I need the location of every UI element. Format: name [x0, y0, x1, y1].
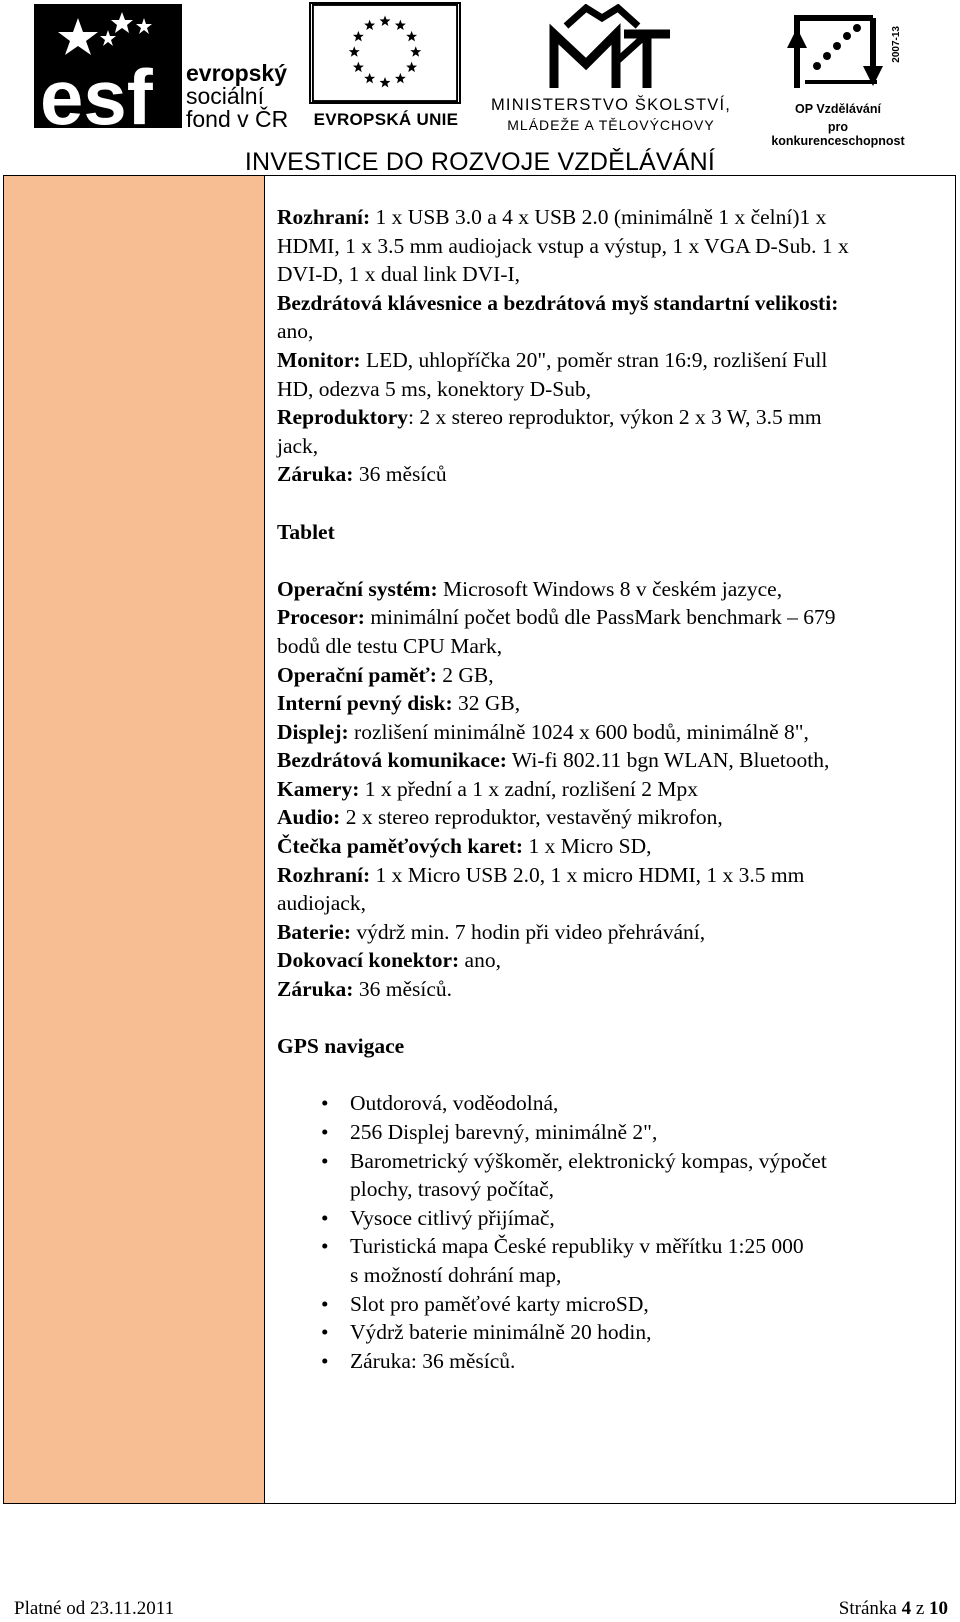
header-logos — [0, 0, 960, 185]
bullet-icon: • — [321, 1291, 329, 1316]
bullet-icon: • — [321, 1234, 329, 1259]
spec-label: Čtečka paměťových karet: — [277, 834, 524, 859]
op-line1: OP Vzdělávání — [795, 102, 881, 116]
eu-logo — [309, 2, 463, 130]
pc-spec-line — [277, 403, 947, 432]
spec-value: LED, uhlopříčka 20", poměr stran 16:9, rozlišení Full — [360, 347, 828, 372]
tablet-spec-line — [277, 603, 947, 632]
spec-value: Wi-fi 802.11 bgn WLAN, Bluetooth, — [506, 748, 830, 773]
bullet-icon: • — [321, 1120, 329, 1144]
gps-item-text: Slot pro paměťové karty microSD, — [350, 1291, 649, 1316]
spec-value: audiojack, — [277, 891, 366, 916]
gps-item-text: plochy, trasový počítač, — [350, 1177, 554, 1202]
tablet-spec-line — [277, 775, 947, 804]
msmt-line2: MLÁDEŽE A TĚLOVÝCHOVY — [507, 117, 715, 133]
bullet-icon: • — [321, 1320, 329, 1345]
spec-label: Baterie: — [277, 919, 352, 944]
gps-heading: GPS navigace — [277, 1034, 405, 1059]
tablet-spec-line — [277, 689, 947, 718]
footer-valid-from: Platné od 23.11.2011 — [14, 1598, 175, 1619]
spec-value: 2 GB, — [436, 662, 494, 687]
op-arrow-icon — [787, 6, 887, 96]
spec-label: Operační systém: — [277, 576, 438, 601]
tablet-spec-list — [277, 575, 947, 1004]
gps-list-item — [277, 1347, 947, 1376]
pc-spec-line — [277, 260, 947, 289]
tagline: INVESTICE DO ROZVOJE VZDĚLÁVÁNÍ — [244, 148, 716, 176]
table-left-column — [4, 176, 265, 1503]
tablet-spec-line — [277, 946, 947, 975]
eu-label: EVROPSKÁ UNIE — [313, 110, 459, 129]
gps-bullet-list — [277, 1089, 947, 1375]
spec-value: 32 GB, — [452, 691, 521, 716]
spec-label: Reproduktory — [277, 405, 409, 430]
spec-label: Procesor: — [277, 605, 365, 630]
pc-spec-list — [277, 203, 947, 489]
op-logo — [771, 6, 923, 148]
eu-flag-icon — [309, 2, 461, 104]
table-content-cell — [277, 203, 947, 1375]
spec-label: Interní pevný disk: — [277, 691, 453, 716]
tablet-spec-line — [277, 889, 947, 918]
tablet-spec-line — [277, 918, 947, 947]
pc-spec-line — [277, 317, 947, 346]
gps-item-text: Záruka: 36 měsíců. — [350, 1348, 516, 1373]
spec-label: Záruka: — [277, 977, 354, 1002]
spec-label: Bezdrátová klávesnice a bezdrátová myš standartní velikosti: — [277, 290, 839, 315]
gps-item-text: 256 Displej barevný, minimálně 2", — [350, 1120, 658, 1144]
spec-value: Microsoft Windows 8 v českém jazyce, — [437, 576, 783, 601]
spec-table — [3, 175, 956, 1504]
spec-value: rozlišení minimálně 1024 x 600 bodů, minimálně 8", — [348, 719, 809, 744]
gps-item-text: Outdorová, voděodolná, — [350, 1091, 559, 1116]
bullet-icon: • — [321, 1091, 329, 1116]
pc-spec-line — [277, 432, 947, 461]
op-year: 2007-13 — [891, 26, 902, 63]
pc-spec-line — [277, 232, 947, 261]
spec-value: 1 x USB 3.0 a 4 x USB 2.0 (minimálně 1 x čelní)1 x — [370, 205, 827, 229]
spec-label: Rozhraní: — [277, 205, 371, 229]
spec-label: Kamery: — [277, 776, 360, 801]
tablet-spec-line — [277, 632, 947, 661]
spec-value: ano, — [277, 319, 314, 344]
spec-label: Bezdrátová komunikace: — [277, 748, 507, 773]
spec-value: minimální počet bodů dle PassMark benchmark – 679 — [364, 605, 836, 630]
gps-item-text: Turistická mapa České republiky v měřítku 1:25 000 — [350, 1234, 804, 1259]
gps-list-item — [277, 1118, 947, 1147]
gps-item-text: s možností dohrání map, — [350, 1262, 562, 1287]
tablet-spec-line — [277, 575, 947, 604]
spec-value: výdrž min. 7 hodin při video přehrávání, — [351, 919, 706, 944]
spec-label: Audio: — [277, 805, 341, 830]
pc-spec-line — [277, 460, 947, 489]
tablet-spec-line — [277, 803, 947, 832]
bullet-icon: • — [321, 1205, 329, 1230]
gps-item-text: Barometrický výškoměr, elektronický kompas, výpočet — [350, 1148, 827, 1173]
tablet-spec-line — [277, 661, 947, 690]
svg-text:esf: esf — [40, 53, 153, 128]
spec-value: 1 x Micro USB 2.0, 1 x micro HDMI, 1 x 3.5 mm — [370, 862, 805, 887]
gps-list-item — [277, 1147, 947, 1204]
msmt-logo — [476, 4, 746, 132]
gps-list-item — [277, 1204, 947, 1233]
spec-value: jack, — [277, 433, 319, 458]
spec-value: 1 x Micro SD, — [523, 834, 652, 859]
spec-value: 36 měsíců. — [353, 977, 452, 1002]
bullet-icon: • — [321, 1148, 329, 1173]
msmt-monogram-icon — [546, 4, 676, 92]
spec-label: Rozhraní: — [277, 862, 371, 887]
gps-item-text: Vysoce citlivý přijímač, — [350, 1205, 555, 1230]
gps-list-item — [277, 1089, 947, 1118]
esf-star-icon — [34, 4, 182, 128]
tablet-spec-line — [277, 975, 947, 1004]
tablet-spec-line — [277, 718, 947, 747]
spec-value: 2 x stereo reproduktor, vestavěný mikrofon, — [340, 805, 723, 830]
spec-label: Záruka: — [277, 462, 354, 487]
spec-value: HDMI, 1 x 3.5 mm audiojack vstup a výstup, 1 x VGA D-Sub. 1 x — [277, 233, 849, 258]
pc-spec-line — [277, 346, 947, 375]
tablet-heading: Tablet — [277, 519, 335, 544]
tablet-spec-line — [277, 861, 947, 890]
gps-list-item — [277, 1290, 947, 1319]
spec-label: Dokovací konektor: — [277, 948, 460, 973]
gps-list-item — [277, 1318, 947, 1347]
esf-wordmark: evropský sociální fond v ČR — [186, 60, 289, 132]
footer-page-number: Stránka 4 z 10 — [838, 1598, 948, 1619]
spec-label: Monitor: — [277, 347, 361, 372]
pc-spec-line — [277, 289, 947, 318]
pc-spec-line — [277, 203, 947, 232]
op-line2: pro konkurenceschopnost — [771, 120, 905, 148]
spec-value: HD, odezva 5 ms, konektory D-Sub, — [277, 376, 592, 401]
bullet-icon: • — [321, 1348, 329, 1373]
esf-logo — [34, 4, 294, 130]
tablet-spec-line — [277, 832, 947, 861]
tablet-spec-line — [277, 746, 947, 775]
pc-spec-line — [277, 375, 947, 404]
spec-value: 36 měsíců — [353, 462, 447, 487]
msmt-line1: MINISTERSTVO ŠKOLSTVÍ, — [490, 96, 732, 114]
spec-value: bodů dle testu CPU Mark, — [277, 633, 503, 658]
spec-label: Operační paměť: — [277, 662, 437, 687]
spec-value: ano, — [459, 948, 501, 973]
spec-label: Displej: — [277, 719, 349, 744]
spec-value: : 2 x stereo reproduktor, výkon 2 x 3 W, 3.5 mm — [408, 405, 822, 430]
spec-value: DVI-D, 1 x dual link DVI-I, — [277, 262, 521, 287]
gps-list-item — [277, 1232, 947, 1289]
spec-value: 1 x přední a 1 x zadní, rozlišení 2 Mpx — [359, 776, 698, 801]
gps-item-text: Výdrž baterie minimálně 20 hodin, — [350, 1320, 652, 1345]
